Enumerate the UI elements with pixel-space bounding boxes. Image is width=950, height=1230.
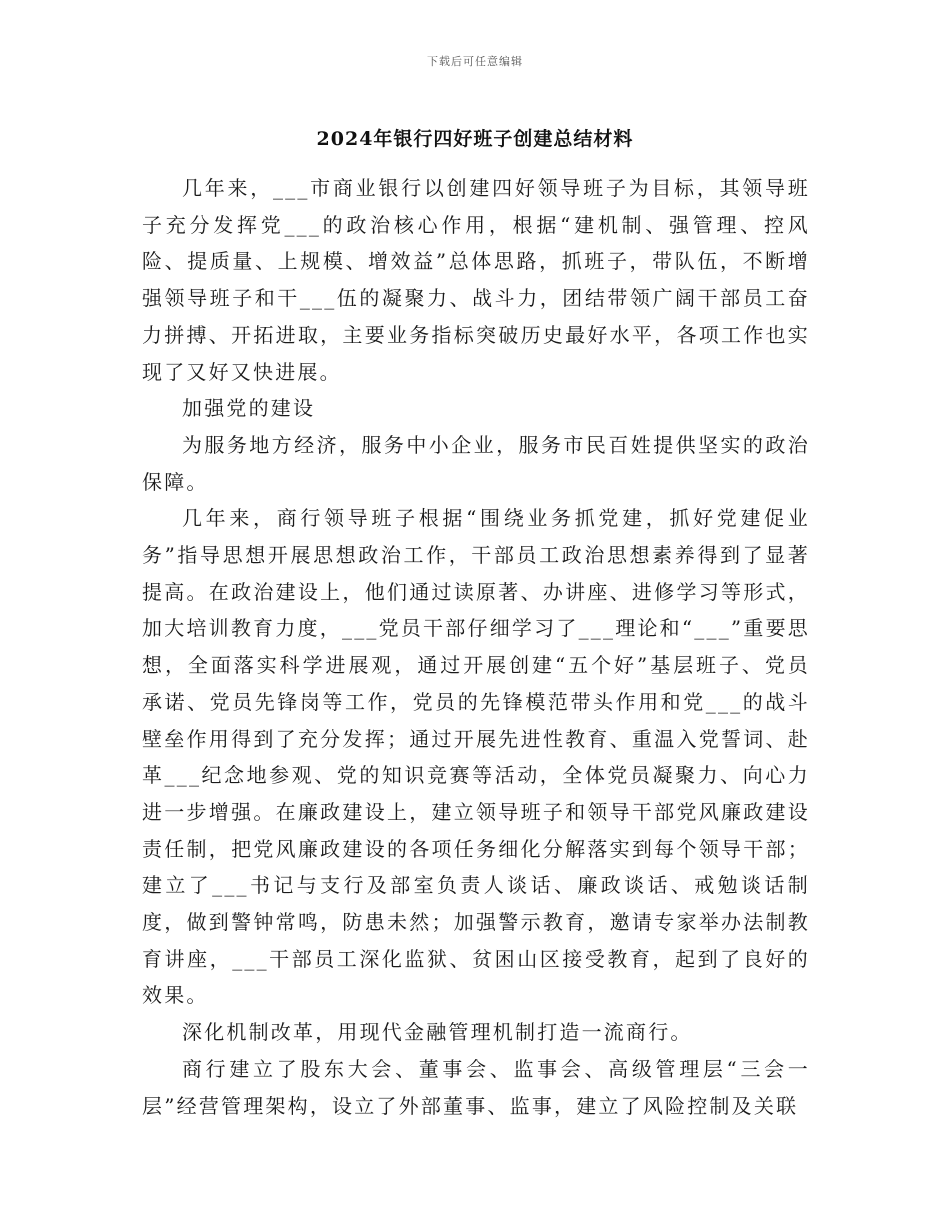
header-note: 下载后可任意编辑 — [427, 55, 523, 68]
paragraph-intro: 几年来，___市商业银行以创建四好领导班子为目标，其领导班子充分发挥党___的政治核心作用，根据“建机制、强管理、控风险、提质量、上规模、增效益”总体思路，抓班子，带队伍，不断增强领导班子和干___伍的凝聚力、战斗力，团结带领广阔干部员工奋力拼搏、开拓进取，主要业务指标突破历史最好水平，各项工作也实现了又好又快进展。 — [142, 176, 810, 384]
section-heading-party-building: 加强党的建设 — [182, 396, 316, 421]
section-heading-reform: 深化机制改革，用现代金融管理机制打造一流商行。 — [182, 1020, 693, 1045]
paragraph-governance: 商行建立了股东大会、董事会、监事会、高级管理层“三会一层”经营管理架构，设立了外部董事、监事，建立了风险控制及关联 — [142, 1056, 810, 1118]
paragraph-service: 为服务地方经济，服务中小企业，服务市民百姓提供坚实的政治保障。 — [142, 432, 810, 494]
document-body — [142, 170, 810, 1124]
paragraph-party-building-detail: 几年来，商行领导班子根据“围绕业务抓党建，抓好党建促业务”指导思想开展思想政治工作，干部员工政治思想素养得到了显著提高。在政治建设上，他们通过读原著、办讲座、进修学习等形式，加大培训教育力度，___党员干部仔细学习了___理论和“___”重要思想，全面落实科学进展观，通过开展创建“五个好”基层班子、党员承诺、党员先锋岗等工作，党员的先锋模范带头作用和党___的战斗壁垒作用得到了充分发挥；通过开展先进性教育、重温入党誓词、赴革___纪念地参观、党的知识竞赛等活动，全体党员凝聚力、向心力进一步增强。在廉政建设上，建立领导班子和领导干部党风廉政建设责任制，把党风廉政建设的各项任务细化分解落实到每个领导干部；建立了___书记与支行及部室负责人谈话、廉政谈话、戒勉谈话制度，做到警钟常鸣，防患未然；加强警示教育，邀请专家举办法制教育讲座，___干部员工深化监狱、贫困山区接受教育，起到了良好的效果。 — [142, 506, 810, 1008]
document-title: 2024年银行四好班子创建总结材料 — [316, 128, 634, 150]
